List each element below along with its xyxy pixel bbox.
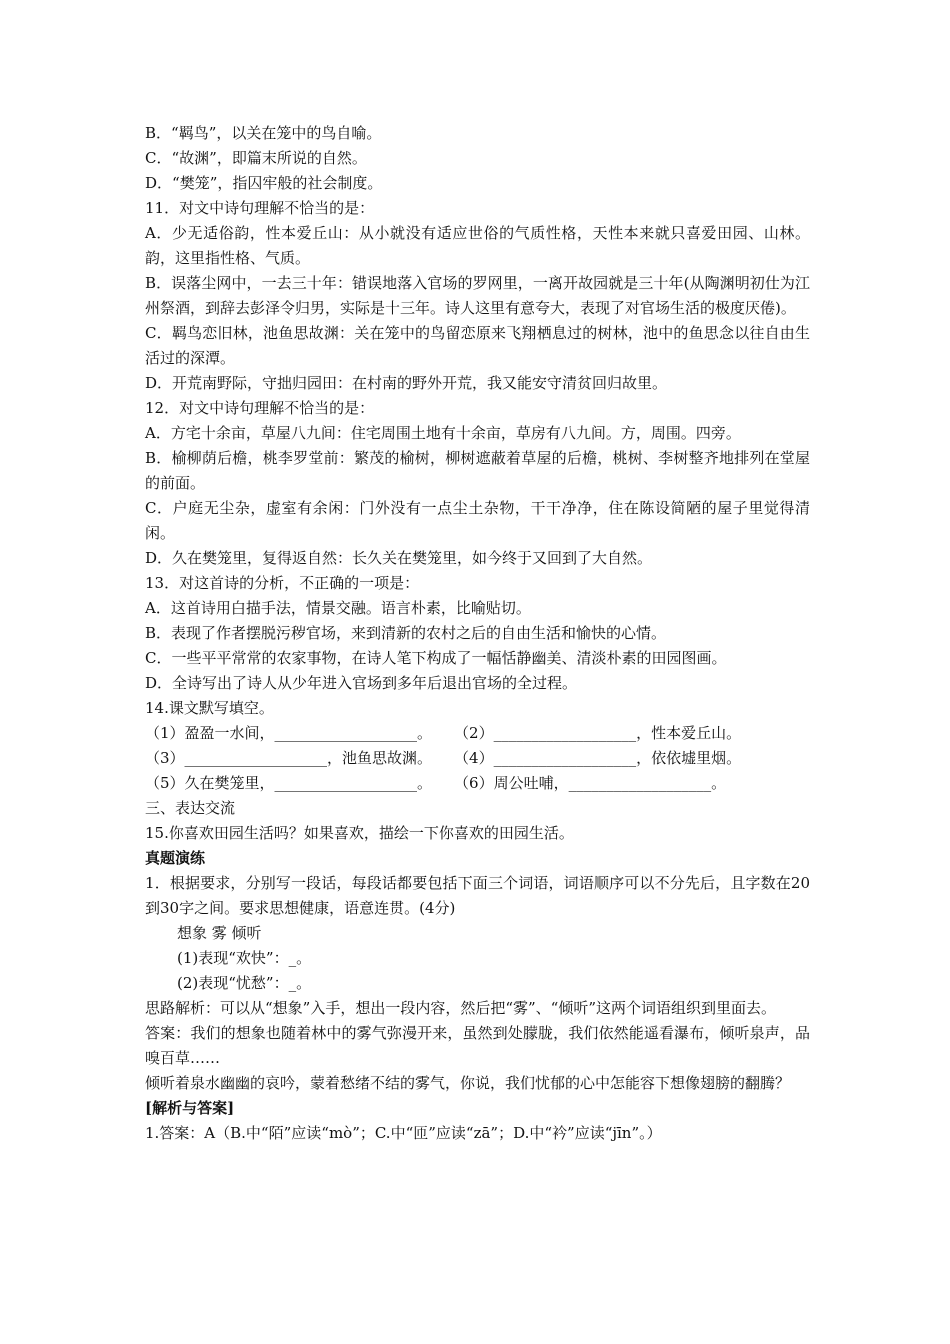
- q13-option-a: A．这首诗用白描手法，情景交融。语言朴素，比喻贴切。: [145, 599, 531, 617]
- q14-stem: 14.课文默写填空。: [145, 699, 274, 717]
- section-3-heading: 三、表达交流: [145, 799, 236, 817]
- q14-blank-6: （6）周公吐哺，___________________。: [454, 774, 727, 792]
- q11-option-a: A．少无适俗韵，性本爱丘山：从小就没有适应世俗的气质性格，天性本来就只喜爱田园、山林。韵，这里指性格、气质。: [145, 224, 810, 267]
- q14-blank-2: （2）___________________，性本爱丘山。: [454, 724, 742, 742]
- q11-stem: 11．对文中诗句理解不恰当的是：: [145, 199, 375, 217]
- zhenti-words: 想象 雾 倾听: [177, 924, 262, 942]
- q11-option-c: C．羁鸟恋旧林，池鱼思故渊：关在笼中的鸟留恋原来飞翔栖息过的树林，池中的鱼思念以往自由生活过的深潭。: [145, 324, 810, 367]
- q12-option-b: B．榆柳荫后檐，桃李罗堂前：繁茂的榆树，柳树遮蔽着草屋的后檐，桃树、李树整齐地排列在堂屋的前面。: [145, 449, 810, 492]
- zhenti-sub1: (1)表现“欢快”：_。: [177, 949, 312, 967]
- q14-blank-1: （1）盈盈一水间，___________________。: [145, 724, 433, 742]
- q11-option-b: B．误落尘网中，一去三十年：错误地落入官场的罗网里，一离开故园就是三十年(从陶渊明初仕为江州祭酒，到辞去彭泽令归男，实际是十三年。诗人这里有意夸大，表现了对官场生活的极度厌倦)。: [145, 274, 810, 317]
- zhenti-analysis: 思路解析：可以从“想象”入手，想出一段内容，然后把“雾”、“倾听”这两个词语组织到里面去。: [145, 999, 777, 1017]
- q14-blank-4: （4）___________________，依依墟里烟。: [454, 749, 742, 767]
- zhenti-q1: 1．根据要求，分别写一段话，每段话都要包括下面三个词语，词语顺序可以不分先后，且字数在20到30字之间。要求思想健康，语意连贯。(4分): [145, 874, 810, 917]
- document-body: [145, 121, 810, 1146]
- q11-option-d: D．开荒南野际，守拙归园田：在村南的野外开荒，我又能安守清贫回归故里。: [145, 374, 668, 392]
- zhenti-answer-1: 答案：我们的想象也随着林中的雾气弥漫开来，虽然到处朦胧，我们依然能遥看瀑布，倾听泉声，品嗅百草……: [145, 1024, 810, 1067]
- q14-row-1: [145, 721, 810, 746]
- q10-option-d: D．“樊笼”，指囚牢般的社会制度。: [145, 174, 383, 192]
- q10-option-c: C．“故渊”，即篇末所说的自然。: [145, 149, 367, 167]
- q15: 15.你喜欢田园生活吗？如果喜欢，描绘一下你喜欢的田园生活。: [145, 824, 574, 842]
- q12-option-d: D．久在樊笼里，复得返自然：长久关在樊笼里，如今终于又回到了大自然。: [145, 549, 653, 567]
- q14-row-2: [145, 746, 810, 771]
- q13-option-b: B．表现了作者摆脱污秽官场，来到清新的农村之后的自由生活和愉快的心情。: [145, 624, 667, 642]
- jiexi-heading: [解析与答案]: [145, 1099, 235, 1117]
- jiexi-answer-1: 1.答案：A（B.中“陌”应读“mò”；C.中“匝”应读“zā”；D.中“衿”应读“jīn”。）: [145, 1124, 662, 1142]
- q12-option-c: C．户庭无尘杂，虚室有余闲：门外没有一点尘土杂物，干干净净，住在陈设简陋的屋子里觉得清闲。: [145, 499, 810, 542]
- q14-blank-5: （5）久在樊笼里，___________________。: [145, 774, 433, 792]
- q12-stem: 12．对文中诗句理解不恰当的是：: [145, 399, 375, 417]
- q13-stem: 13．对这首诗的分析，不正确的一项是：: [145, 574, 420, 592]
- q10-option-b: B．“羁鸟”，以关在笼中的鸟自喻。: [145, 124, 382, 142]
- zhenti-sub2: (2)表现“忧愁”：_。: [177, 974, 312, 992]
- q14-row-3: [145, 771, 810, 796]
- q13-option-d: D．全诗写出了诗人从少年进入官场到多年后退出官场的全过程。: [145, 674, 578, 692]
- zhenti-answer-2: 倾听着泉水幽幽的哀吟，蒙着愁绪不结的雾气，你说，我们忧郁的心中怎能容下想像翅膀的翻腾？: [145, 1074, 791, 1092]
- q13-option-c: C．一些平平常常的农家事物，在诗人笔下构成了一幅恬静幽美、清淡朴素的田园图画。: [145, 649, 727, 667]
- zhenti-heading: 真题演练: [145, 849, 206, 867]
- q12-option-a: A．方宅十余亩，草屋八九间：住宅周围土地有十余亩，草房有八九间。方，周围。四旁。: [145, 424, 741, 442]
- q14-blank-3: （3）___________________，池鱼思故渊。: [145, 749, 433, 767]
